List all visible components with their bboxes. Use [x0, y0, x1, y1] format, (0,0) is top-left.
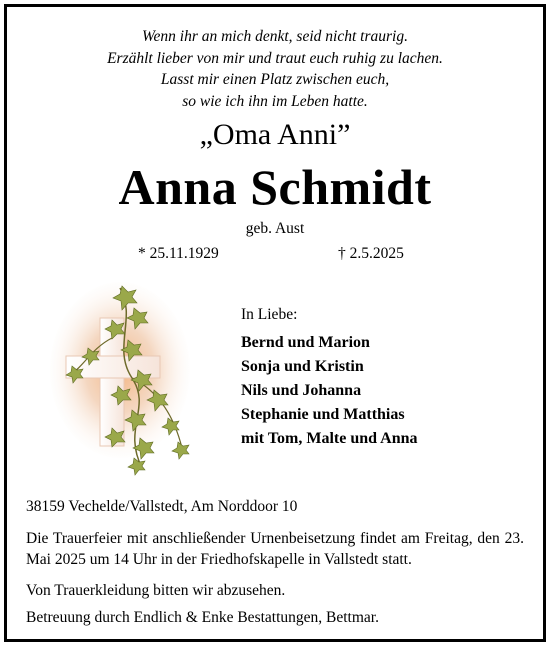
poem	[0, 26, 550, 112]
mourner-line: Stephanie und Matthias	[241, 406, 405, 423]
birth-name: geb. Aust	[245, 220, 305, 237]
mourner-line: Sonja und Kristin	[241, 358, 364, 375]
nickname: „Oma Anni”	[199, 118, 351, 151]
mourner-line: mit Tom, Malte und Anna	[241, 430, 418, 447]
birth-date: * 25.11.1929	[138, 245, 219, 262]
cross-ivy-image	[42, 278, 222, 478]
deceased-name: Anna Schmidt	[118, 159, 432, 215]
mourning-note: Von Trauerkleidung bitten wir abzusehen.	[26, 582, 286, 599]
ceremony-info: Die Trauerfeier mit anschließender Urnenbeisetzung findet am Freitag, den 23. Mai 2025 um 14 Uhr in der Friedhofskapelle in Vallstedt statt.	[26, 530, 524, 568]
mourners-list	[241, 331, 417, 451]
mourner-line: Nils und Johanna	[241, 382, 362, 399]
mourner-line: Bernd und Marion	[241, 334, 370, 351]
poem-line: Lasst mir einen Platz zwischen euch,	[160, 71, 390, 88]
address: 38159 Vechelde/Vallstedt, Am Norddoor 10	[26, 498, 298, 515]
poem-line: Wenn ihr an mich denkt, seid nicht traurig.	[142, 28, 408, 45]
mourners-intro: In Liebe:	[241, 306, 298, 323]
death-date: † 2.5.2025	[338, 245, 404, 262]
undertaker-note: Betreuung durch Endlich & Enke Bestattungen, Bettmar.	[26, 609, 379, 626]
poem-line: Erzählt lieber von mir und traut euch ruhig zu lachen.	[107, 49, 443, 67]
poem-line: so wie ich ihn im Leben hatte.	[182, 92, 368, 110]
